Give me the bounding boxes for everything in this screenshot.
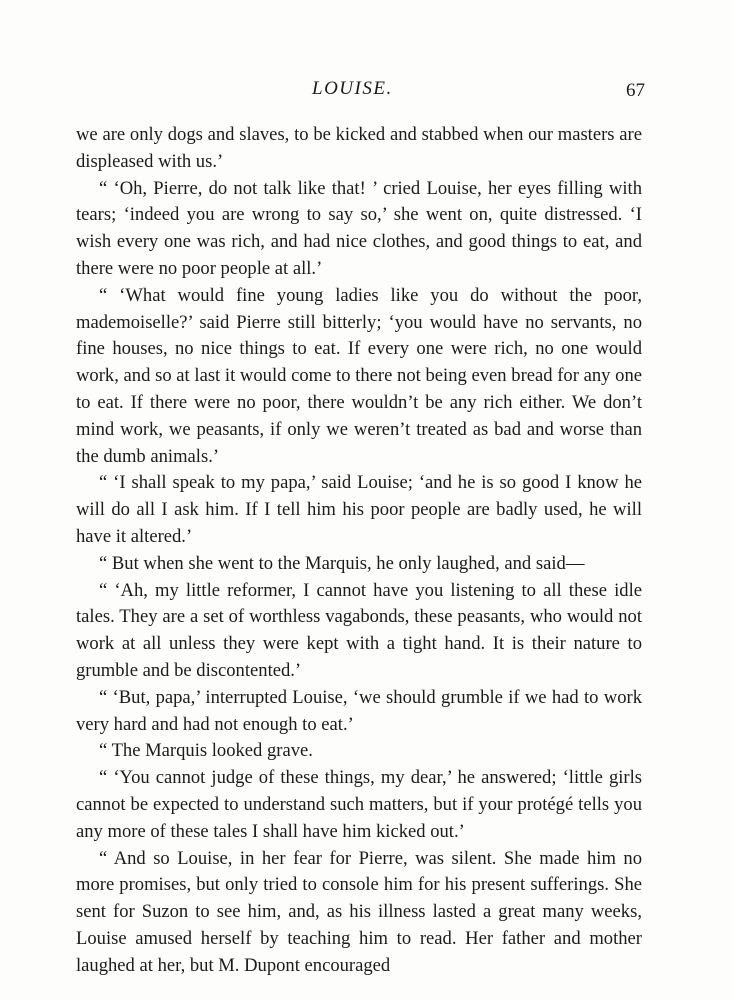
running-title: LOUISE. bbox=[312, 78, 393, 99]
paragraph: “ And so Louise, in her fear for Pierre, was silent. She made him no more promises, but only tried to console him for his present sufferings. She sent for Suzon to see him, and, as his illness lasted a great many weeks, Louise amused herself by teaching him to read. Her father and mother laughed at her, but M. Dupont encouraged bbox=[76, 847, 642, 976]
paragraph: “ ‘What would fine young ladies like you do without the poor, mademoiselle?’ said Pierre still bitterly; ‘you would have no servants, no fine houses, no nice things to eat. If every one were rich, no one would work, and so at last it would come to there not being even bread for any one to eat. If there were no poor, there wouldn’t be any rich either. We don’t mind work, we peasants, if only we weren’t treated as bad and worse than the dumb animals.’ bbox=[76, 284, 642, 467]
paragraph: “ ‘But, papa,’ interrupted Louise, ‘we should grumble if we had to work very hard and had not enough to eat.’ bbox=[76, 686, 642, 735]
paragraph: we are only dogs and slaves, to be kicked and stabbed when our masters are displeased with us.’ bbox=[76, 124, 642, 172]
page-number: 67 bbox=[626, 80, 645, 101]
body-text bbox=[76, 122, 642, 980]
paragraph: “ The Marquis looked grave. bbox=[99, 740, 313, 762]
paragraph: “ But when she went to the Marquis, he only laughed, and said— bbox=[99, 552, 585, 574]
paragraph: “ ‘Ah, my little reformer, I cannot have you listening to all these idle tales. They are a set of worthless vagabonds, these peasants, who would not work at all unless they were kept with a tight hand. It is their nature to grumble and be discontented.’ bbox=[76, 579, 642, 681]
paragraph: “ ‘Oh, Pierre, do not talk like that! ’ cried Louise, her eyes filling with tears; ‘indeed you are wrong to say so,’ she went on, quite distressed. ‘I wish every one was rich, and had nice clothes, and good things to eat, and there were no poor people at all.’ bbox=[76, 177, 642, 279]
paragraph: “ ‘You cannot judge of these things, my dear,’ he answered; ‘little girls cannot be expected to understand such matters, but if your protégé tells you any more of these tales I shall have him kicked out.’ bbox=[76, 767, 642, 842]
paragraph: “ ‘I shall speak to my papa,’ said Louise; ‘and he is so good I know he will do all I ask him. If I tell him his poor people are badly used, he will have it altered.’ bbox=[76, 472, 642, 547]
